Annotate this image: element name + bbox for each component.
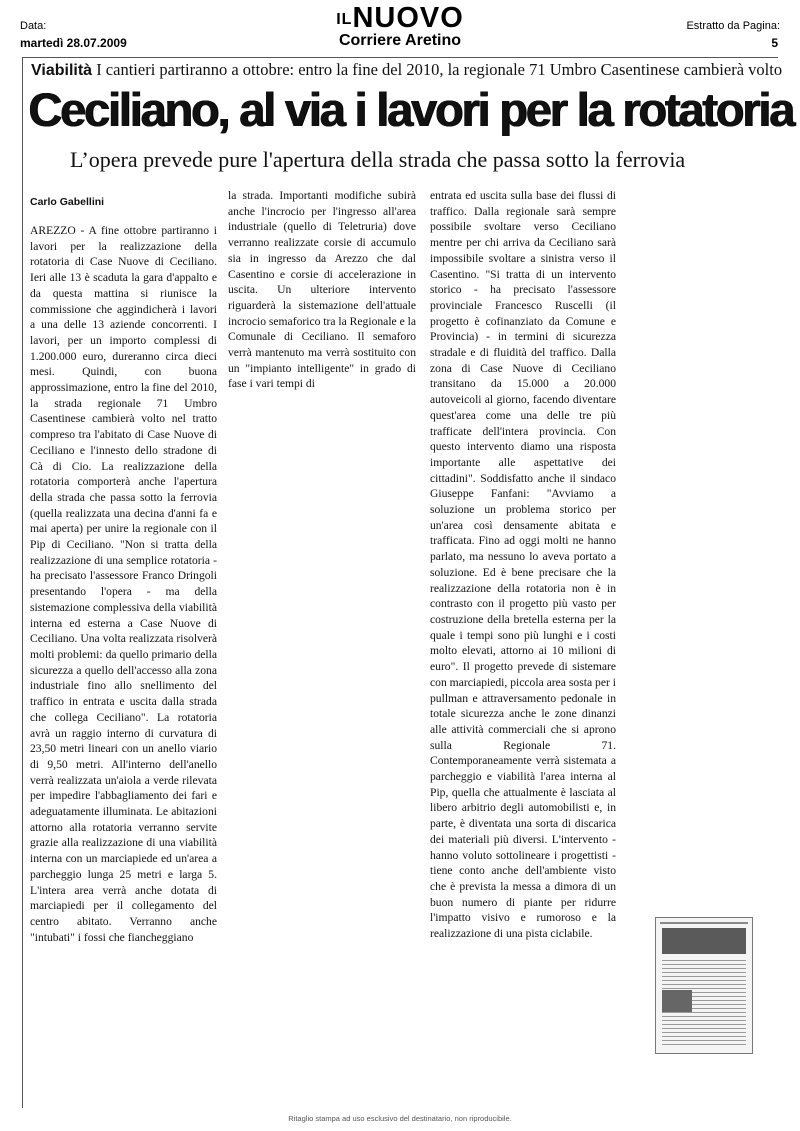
article-headline: Ceciliano, al via i lavori per la rotatoria xyxy=(28,83,793,136)
kicker-text: I cantieri partiranno a ottobre: entro la fine del 2010, la regionale 71 Umbro Casentinese cambierà volto xyxy=(96,60,783,79)
issue-date: martedì 28.07.2009 xyxy=(20,36,127,50)
thumbnail-headline xyxy=(662,928,746,954)
kicker-section: Viabilità xyxy=(31,62,93,79)
article-column-2: la strada. Importanti modifiche subirà anche l'incrocio per l'ingresso all'area industriale (quello di Teletruria) dove verranno realizzate corsie di accumulo sia in ingresso da Arezzo che dal Casentino e corsie di accelerazione in uscita. Un ulteriore intervento riguarderà la sistemazione dell'attuale incrocio semaforico tra la Regionale e la Comunale di Ceciliano. Il semaforo verrà mantenuto ma verrà sostituito con un "impianto intelligente" in grado di fase i vari tempi di xyxy=(228,189,416,391)
date-label: Data: xyxy=(20,20,47,32)
thumbnail-photo xyxy=(662,990,692,1012)
masthead-subtitle: Corriere Aretino xyxy=(338,32,462,49)
masthead-logo xyxy=(0,4,800,50)
masthead-title: NUOVO xyxy=(352,2,464,34)
article-kicker xyxy=(31,60,781,80)
article-byline: Carlo Gabellini xyxy=(30,196,105,208)
article-subtitle: L’opera prevede pure l'apertura della strada che passa sotto la ferrovia xyxy=(70,147,686,172)
masthead-il: IL xyxy=(336,11,353,28)
article-column-3: entrata ed uscita sulla base dei flussi di traffico. Dalla regionale sarà sempre possibile svoltare verso Ceciliano mentre per chi arriva da Ceciliano sarà impossibile svoltare a sinistra verso il Casentino. "Si tratta di un intervento storico - ha precisato l'assessore provinciale Francesco Ruscelli (il progetto è cofinanziato da Comune e Provincia) - in termini di sicurezza stradale e di fluidità del traffico. Dalla zona di Case Nuove di Ceciliano transitano da 15.000 a 20.000 autoveicoli al giorno, facendo diventare quest'area come una delle tre più trafficate dell'intera provincia. Con questo intervento diamo una risposta importante alle aspettative dei cittadini". Soddisfatto anche il sindaco Giuseppe Fanfani: "Avviamo a soluzione un problema storico per un'area così densamente abitata e trafficata. Fino ad oggi molti ne hanno parlato, ma nessuno lo aveva portato a soluzione. Ed è bene precisare che la realizzazione della rotatoria non è in contrasto con il progetto più vasto per costruzione della bretella esterna per la quale i tempi sono più lunghi e i costi molto elevati, attorno ai 10 milioni di euro". Il progetto prevede di sistemare con marciapiedi, piccola area sosta per i pullman e attraversamento pedonale in totale sicurezza anche le zone dinanzi alle attività commerciali che si aprono sulla Regionale 71. Contemporaneamente verrà sistemata a parcheggio e viabilità l'area interna al Pip, quella che attualmente è lasciata al libero arbitrio degli automobilisti e, in parte, è diventata una sorta di discarica dei materiali più diversi. L'intervento - hanno voluto sottolineare i progettisti - tiene conto anche dell'ambiente visto che è prevista la messa a dimora di un buon numero di piante per ridurre l'impatto visivo e rumoroso e la realizzazione di una pista ciclabile. xyxy=(430,189,616,941)
page-number: 5 xyxy=(771,36,778,50)
footer-disclaimer: Ritaglio stampa ad uso esclusivo del destinatario, non riproducibile. xyxy=(288,1114,512,1123)
page-thumbnail xyxy=(655,917,753,1054)
thumbnail-rule xyxy=(660,922,748,924)
extract-label: Estratto da Pagina: xyxy=(686,20,780,32)
article-column-1: AREZZO - A fine ottobre partiranno i lavori per la realizzazione della rotatoria di Case Nuove di Ceciliano. Ieri alle 13 è scaduta la gara d'appalto e da questa mattina si riunisce la commissione che aggindicherà i lavori a una delle 13 aziende concorrenti. I lavori, per un importo complessi di 1.200.000 euro, dureranno circa dieci mesi. Quindi, con buona approssimazione, entro la fine del 2010, la strada regionale 71 Umbro Casentinese cambierà volto nel tratto compreso tra l'abitato di Case Nuove di Ceciliano e l'innesto dello stradone di Cà di Cio. La realizzazione della rotatoria comporterà anche l'apertura della strada che passa sotto la ferrovia (quella realizzata una decina d'anni fa e mai aperta) per unire la regionale con il Pip di Ceciliano. "Non si tratta della realizzazione di una semplice rotatoria - ha precisato l'assessore Franco Dringoli presentando l'opera - ma della sistemazione complessiva della viabilità interna ed esterna a Case Nuove di Ceciliano. Una volta realizzata risolverà molti problemi: da quello primario della sicurezza a quello dell'accesso alla zona industriale fino allo snellimento del traffico in entrata e uscita dalla strada che collega Ceciliano". La rotatoria avrà un raggio interno di curvatura di 23,50 metri lineari con un anello viario di 9,50 metri. All'interno dell'anello verrà realizzata un'aiola a verde rilevata per impedire l'abbagliamento dei fari e adeguatamente illuminata. Le abitazioni attorno alla rotatoria verranno servite grazie alla realizzazione di una viabilità interna con un marciapiede ed un'area a parcheggio lunga 25 metri e larga 5. L'intera area verrà anche dotata di marciapiedi per il collegamento del centro abitato. Verranno anche "intubati" i fossi che fiancheggiano xyxy=(30,224,217,944)
